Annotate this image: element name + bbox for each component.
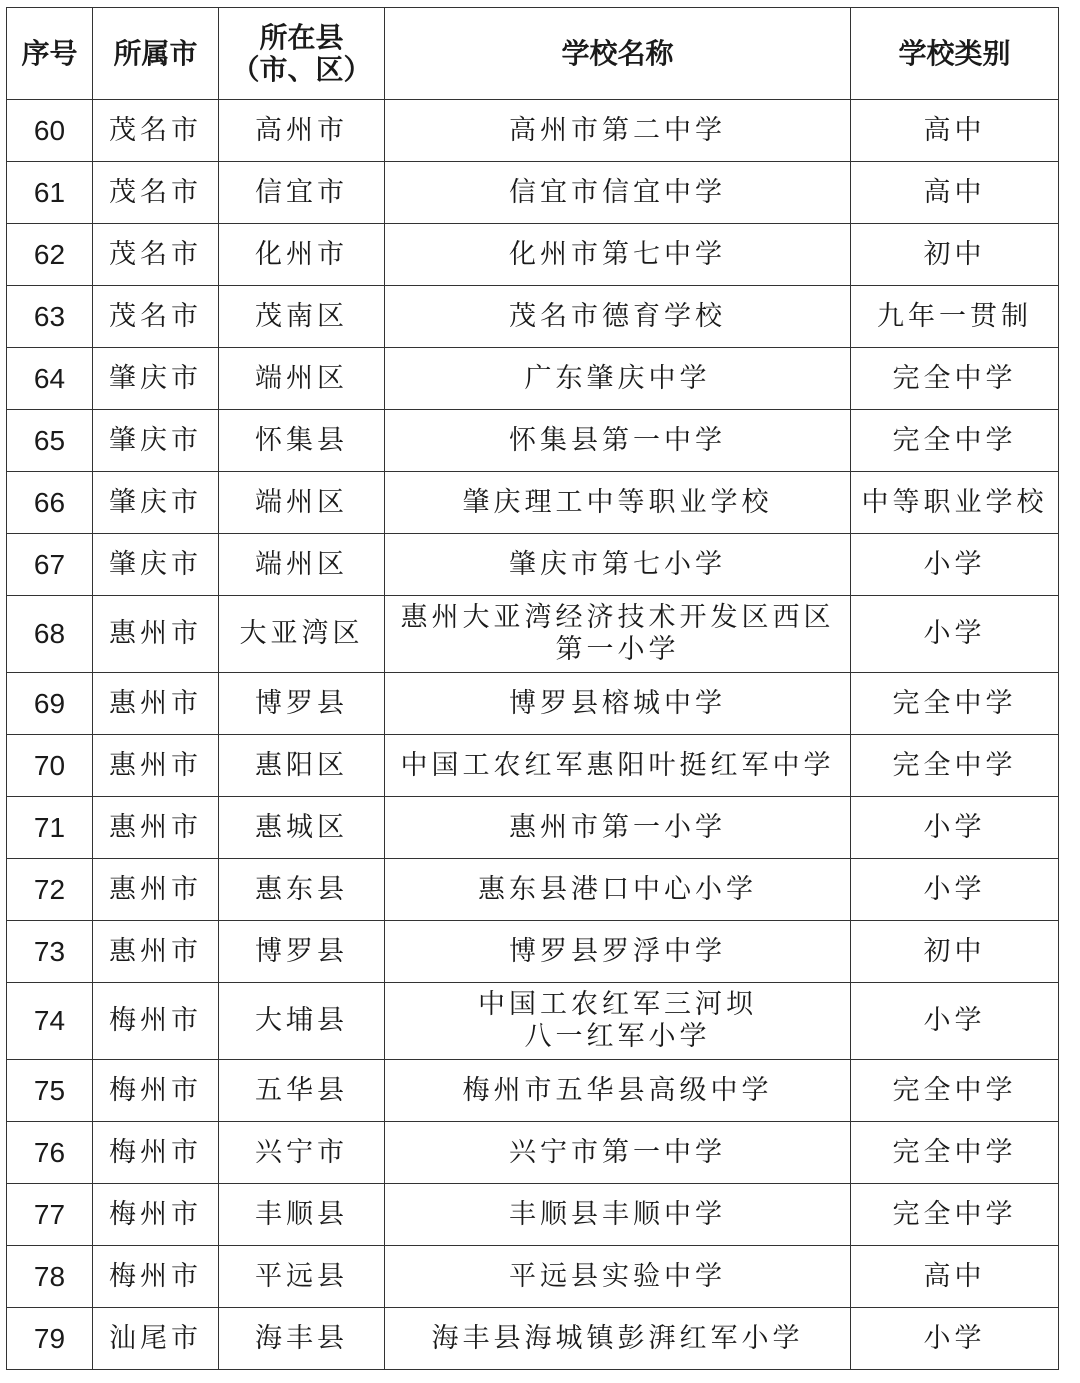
table-row [7, 472, 1059, 534]
row-city: 惠州市 [93, 735, 219, 797]
row-city: 茂名市 [93, 100, 219, 162]
row-school-type: 初中 [851, 224, 1059, 286]
table-row [7, 1308, 1059, 1370]
header-county-line1: 所在县 [259, 20, 344, 54]
row-city: 茂名市 [93, 286, 219, 348]
row-school-type: 完全中学 [851, 1184, 1059, 1246]
table-row [7, 1246, 1059, 1308]
school-list-table [6, 7, 1059, 1370]
row-county: 平远县 [219, 1246, 385, 1308]
row-school-name: 肇庆理工中等职业学校 [385, 472, 851, 534]
table-row [7, 673, 1059, 735]
row-school-name: 惠州市第一小学 [385, 797, 851, 859]
row-county: 大亚湾区 [219, 596, 385, 673]
row-school-type: 高中 [851, 162, 1059, 224]
table-row [7, 921, 1059, 983]
row-county: 信宜市 [219, 162, 385, 224]
row-city: 茂名市 [93, 224, 219, 286]
row-county: 端州区 [219, 534, 385, 596]
header-city: 所属市 [93, 8, 219, 100]
row-city: 肇庆市 [93, 348, 219, 410]
row-school-type: 完全中学 [851, 410, 1059, 472]
row-city: 梅州市 [93, 983, 219, 1060]
row-index: 68 [7, 596, 93, 673]
row-school-type: 小学 [851, 983, 1059, 1060]
row-school-name: 博罗县榕城中学 [385, 673, 851, 735]
row-index: 75 [7, 1060, 93, 1122]
row-school-name [385, 983, 851, 1060]
row-city: 梅州市 [93, 1246, 219, 1308]
row-county: 茂南区 [219, 286, 385, 348]
row-county: 端州区 [219, 348, 385, 410]
row-index: 74 [7, 983, 93, 1060]
row-county: 化州市 [219, 224, 385, 286]
table-row [7, 348, 1059, 410]
table-row [7, 859, 1059, 921]
row-school-name: 兴宁市第一中学 [385, 1122, 851, 1184]
table-row [7, 735, 1059, 797]
table-row [7, 1184, 1059, 1246]
row-index: 60 [7, 100, 93, 162]
row-county: 端州区 [219, 472, 385, 534]
row-index: 77 [7, 1184, 93, 1246]
row-index: 61 [7, 162, 93, 224]
row-county: 海丰县 [219, 1308, 385, 1370]
row-city: 梅州市 [93, 1122, 219, 1184]
table-row [7, 797, 1059, 859]
row-city: 汕尾市 [93, 1308, 219, 1370]
row-county: 怀集县 [219, 410, 385, 472]
row-county: 博罗县 [219, 921, 385, 983]
row-county: 五华县 [219, 1060, 385, 1122]
row-index: 72 [7, 859, 93, 921]
table-row [7, 1060, 1059, 1122]
row-index: 63 [7, 286, 93, 348]
row-school-name: 中国工农红军惠阳叶挺红军中学 [385, 735, 851, 797]
table-body [7, 100, 1059, 1370]
row-school-type: 中等职业学校 [851, 472, 1059, 534]
row-index: 66 [7, 472, 93, 534]
row-city: 惠州市 [93, 921, 219, 983]
row-index: 69 [7, 673, 93, 735]
table-row [7, 100, 1059, 162]
row-school-name: 海丰县海城镇彭湃红军小学 [385, 1308, 851, 1370]
row-school-type: 小学 [851, 859, 1059, 921]
row-school-name [385, 596, 851, 673]
table-row [7, 534, 1059, 596]
row-index: 62 [7, 224, 93, 286]
header-county [219, 8, 385, 100]
row-school-type: 小学 [851, 596, 1059, 673]
table-row [7, 410, 1059, 472]
table-row [7, 983, 1059, 1060]
row-school-name: 怀集县第一中学 [385, 410, 851, 472]
row-school-type: 小学 [851, 1308, 1059, 1370]
header-county-line2: （市、区） [231, 52, 372, 86]
row-school-type: 完全中学 [851, 348, 1059, 410]
row-school-name: 高州市第二中学 [385, 100, 851, 162]
row-index: 65 [7, 410, 93, 472]
row-county: 兴宁市 [219, 1122, 385, 1184]
row-city: 惠州市 [93, 596, 219, 673]
row-county: 博罗县 [219, 673, 385, 735]
row-school-name-line1: 中国工农红军三河坝 [478, 989, 757, 1020]
row-school-type: 初中 [851, 921, 1059, 983]
row-city: 肇庆市 [93, 410, 219, 472]
row-school-name: 惠东县港口中心小学 [385, 859, 851, 921]
table-row [7, 1122, 1059, 1184]
row-index: 70 [7, 735, 93, 797]
row-school-type: 高中 [851, 100, 1059, 162]
row-city: 惠州市 [93, 797, 219, 859]
header-school: 学校名称 [385, 8, 851, 100]
row-school-type: 完全中学 [851, 1122, 1059, 1184]
row-county: 大埔县 [219, 983, 385, 1060]
row-index: 73 [7, 921, 93, 983]
row-index: 76 [7, 1122, 93, 1184]
header-index: 序号 [7, 8, 93, 100]
row-school-name-line2: 八一红军小学 [524, 1021, 711, 1052]
row-school-name: 平远县实验中学 [385, 1246, 851, 1308]
row-city: 茂名市 [93, 162, 219, 224]
table-row [7, 162, 1059, 224]
row-school-type: 完全中学 [851, 735, 1059, 797]
row-county: 高州市 [219, 100, 385, 162]
header-row [7, 8, 1059, 100]
table-row [7, 224, 1059, 286]
row-city: 梅州市 [93, 1184, 219, 1246]
row-school-name: 博罗县罗浮中学 [385, 921, 851, 983]
row-school-name: 茂名市德育学校 [385, 286, 851, 348]
row-city: 惠州市 [93, 673, 219, 735]
row-school-type: 高中 [851, 1246, 1059, 1308]
table-row [7, 596, 1059, 673]
row-school-type: 完全中学 [851, 673, 1059, 735]
row-school-name: 梅州市五华县高级中学 [385, 1060, 851, 1122]
row-city: 惠州市 [93, 859, 219, 921]
row-school-name-line1: 惠州大亚湾经济技术开发区西区 [400, 602, 835, 633]
row-city: 梅州市 [93, 1060, 219, 1122]
row-school-type: 小学 [851, 534, 1059, 596]
row-city: 肇庆市 [93, 534, 219, 596]
row-school-type: 完全中学 [851, 1060, 1059, 1122]
row-index: 78 [7, 1246, 93, 1308]
row-index: 71 [7, 797, 93, 859]
row-county: 惠东县 [219, 859, 385, 921]
row-school-name: 丰顺县丰顺中学 [385, 1184, 851, 1246]
row-school-name: 广东肇庆中学 [385, 348, 851, 410]
row-city: 肇庆市 [93, 472, 219, 534]
row-school-name-line2: 第一小学 [555, 634, 680, 665]
row-index: 64 [7, 348, 93, 410]
row-school-name: 化州市第七中学 [385, 224, 851, 286]
row-school-type: 九年一贯制 [851, 286, 1059, 348]
row-school-name: 肇庆市第七小学 [385, 534, 851, 596]
row-index: 67 [7, 534, 93, 596]
row-county: 惠阳区 [219, 735, 385, 797]
table-row [7, 286, 1059, 348]
row-county: 丰顺县 [219, 1184, 385, 1246]
row-county: 惠城区 [219, 797, 385, 859]
row-school-name: 信宜市信宜中学 [385, 162, 851, 224]
row-school-type: 小学 [851, 797, 1059, 859]
row-index: 79 [7, 1308, 93, 1370]
header-type: 学校类别 [851, 8, 1059, 100]
